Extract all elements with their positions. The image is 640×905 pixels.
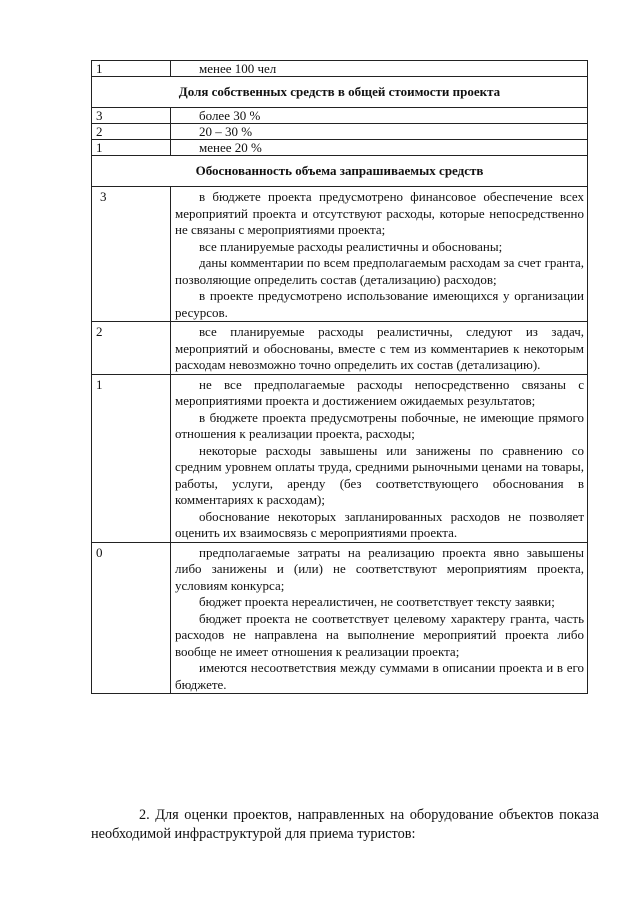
score-cell: 0 <box>92 542 171 694</box>
section-title: Обоснованность объема запрашиваемых средств <box>92 156 588 187</box>
score-cell: 2 <box>92 124 171 140</box>
criterion-paragraph: некоторые расходы завышены или занижены по сравнению со средним уровнем оплаты труда, средними рыночными ценами на товары, работы, услуги, аренду (без соответствующего обоснования в комментариях к расходам); <box>175 442 584 507</box>
table-row <box>92 61 588 77</box>
table-row <box>92 374 588 542</box>
table-row <box>92 542 588 694</box>
score-cell: 2 <box>92 322 171 375</box>
criterion-paragraph: бюджет проекта не соответствует целевому характеру гранта, часть расходов не направлена на выполнение мероприятий проекта либо вообще не имеет отношения к реализации проекта; <box>175 610 584 659</box>
score-cell: 3 <box>92 108 171 124</box>
table-row <box>92 124 588 140</box>
criterion-paragraph: все планируемые расходы реалистичны и обоснованы; <box>199 238 503 254</box>
criterion-text: 20 – 30 % <box>199 124 253 139</box>
criterion-cell <box>171 542 588 694</box>
section-header-row <box>92 77 588 108</box>
criterion-text: менее 100 чел <box>199 61 277 76</box>
table-row <box>92 108 588 124</box>
table-row <box>92 322 588 375</box>
criterion-cell <box>171 374 588 542</box>
criterion-text: более 30 % <box>199 108 261 123</box>
criterion-paragraph: бюджет проекта нереалистичен, не соответствует тексту заявки; <box>199 594 555 609</box>
criterion-paragraph: все планируемые расходы реалистичны, следуют из задач, мероприятий и обоснованы, вместе с тем из комментариев к некоторым расходам невозможно точно определить их состав (детализацию). <box>175 324 584 372</box>
score-cell: 3 <box>92 187 171 322</box>
criterion-cell <box>171 61 588 77</box>
score-cell: 1 <box>92 140 171 156</box>
criterion-cell <box>171 108 588 124</box>
criterion-paragraph: в бюджете проекта предусмотрено финансовое обеспечение всех мероприятий проекта и отсутствуют расходы, которые непосредственно не связаны с мероприятиями проекта; <box>175 189 584 237</box>
criterion-paragraph: в бюджете проекта предусмотрены побочные, не имеющие прямого отношения к реализации проекта, расходы; <box>175 409 584 441</box>
score-cell: 1 <box>92 374 171 542</box>
criterion-paragraph: обоснование некоторых запланированных расходов не позволяет оценить их взаимосвязь с мероприятиями проекта. <box>175 508 584 540</box>
criterion-paragraph: предполагаемые затраты на реализацию проекта явно завышены либо занижены и (или) не соответствуют мероприятиям проекта, условиям конкурса; <box>175 544 584 593</box>
table-row <box>92 140 588 156</box>
criterion-paragraph: в проекте предусмотрено использование имеющихся у организации ресурсов. <box>175 288 584 320</box>
criterion-paragraph: даны комментарии по всем предполагаемым расходам за счет гранта, позволяющие определить состав (детализацию) расходов; <box>175 255 584 287</box>
section-paragraph: 2. Для оценки проектов, направленных на оборудование объектов показа необходимой инфраструктурой для приема туристов: <box>91 807 599 842</box>
criteria-table <box>91 60 588 694</box>
score-cell: 1 <box>92 61 171 77</box>
criterion-cell <box>171 124 588 140</box>
section-title: Доля собственных средств в общей стоимости проекта <box>92 77 588 108</box>
criterion-cell <box>171 140 588 156</box>
criterion-paragraph: не все предполагаемые расходы непосредственно связаны с мероприятиями проекта и достижением ожидаемых результатов; <box>175 376 584 408</box>
section-header-row <box>92 156 588 187</box>
criterion-cell <box>171 322 588 375</box>
criterion-text: менее 20 % <box>199 140 262 155</box>
table-row <box>92 187 588 322</box>
criterion-cell <box>171 187 588 322</box>
criterion-paragraph: имеются несоответствия между суммами в описании проекта и в его бюджете. <box>175 660 584 692</box>
